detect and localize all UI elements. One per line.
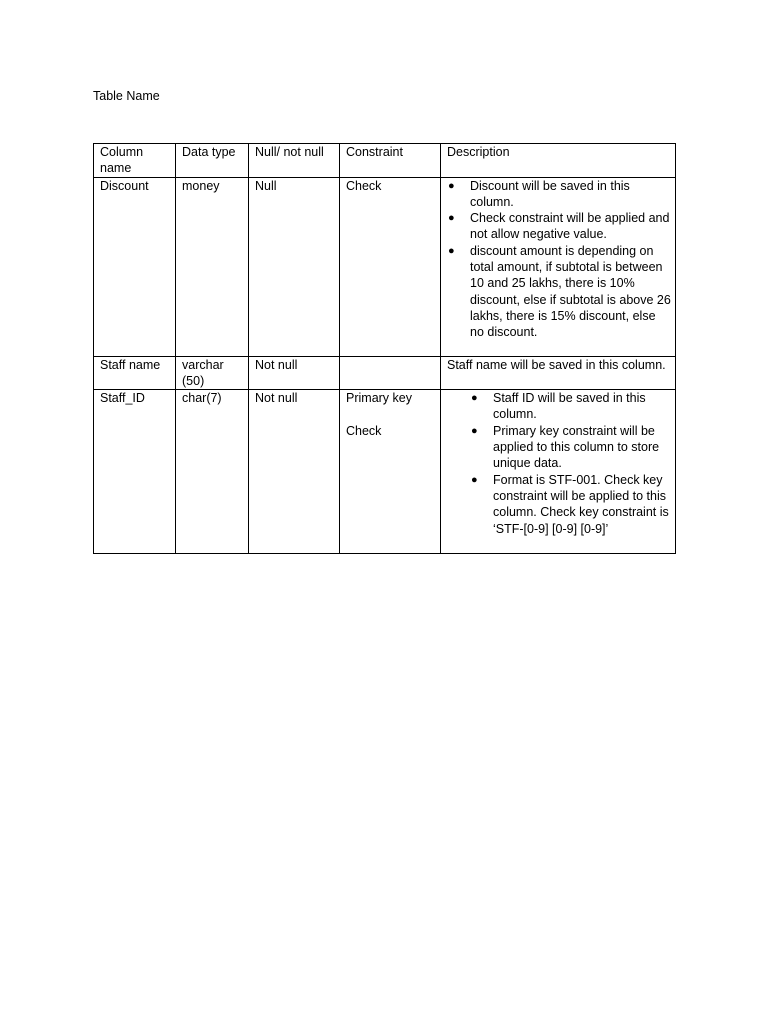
- cell-data-type: money: [176, 177, 249, 356]
- bullet-dot-icon: ●: [471, 424, 478, 437]
- bullet-text: discount amount is depending on total amount, if subtotal is between 10 and 25 lakhs, there is 10% discount, else if subtotal is above 26 lakhs, there is 15% discount, else no discount.: [470, 243, 671, 340]
- description-bullet: [447, 423, 671, 472]
- cell-data-type: char(7): [176, 390, 249, 554]
- header-column-name: Column name: [94, 144, 176, 178]
- cell-constraint: [340, 356, 441, 390]
- bullet-text: Staff ID will be saved in this column.: [493, 391, 646, 422]
- bullet-text: Primary key constraint will be applied to this column to store unique data.: [493, 423, 660, 471]
- cell-description: Staff name will be saved in this column.: [441, 356, 676, 390]
- bullet-text: Format is STF-001. Check key constraint will be applied to this column. Check key constraint is ‘STF-[0-9] [0-9] [0-9]’: [493, 472, 669, 536]
- table-row-staff-id: [94, 390, 676, 554]
- cell-description: [441, 177, 676, 356]
- cell-constraint: [340, 177, 441, 356]
- table-header-row: [94, 144, 676, 178]
- cell-constraint: [340, 390, 441, 554]
- header-description: Description: [441, 144, 676, 178]
- bullet-dot-icon: ●: [448, 179, 455, 192]
- bullet-dot-icon: ●: [448, 212, 455, 225]
- table-name-heading: Table Name: [93, 89, 160, 103]
- header-constraint: Constraint: [340, 144, 441, 178]
- cell-nullability: Not null: [249, 390, 340, 554]
- cell-nullability: Not null: [249, 356, 340, 390]
- bullet-text: Check constraint will be applied and not allow negative value.: [470, 211, 670, 242]
- header-data-type: Data type: [176, 144, 249, 178]
- constraint-label: Primary key: [346, 391, 412, 406]
- description-bullet-list: [447, 390, 671, 537]
- constraint-spacer: [346, 406, 436, 422]
- cell-data-type: varchar (50): [176, 356, 249, 390]
- column-definition-table: [93, 143, 676, 554]
- table-row-staff-name: [94, 356, 676, 390]
- cell-column-name: Discount: [94, 177, 176, 356]
- header-nullability: Null/ not null: [249, 144, 340, 178]
- cell-column-name: Staff_ID: [94, 390, 176, 554]
- description-bullet: [447, 210, 671, 243]
- description-bullet-list: [447, 178, 671, 341]
- description-bullet: [447, 472, 671, 537]
- description-bullet: [447, 390, 671, 423]
- constraint-label: Check: [346, 423, 382, 438]
- cell-nullability: Null: [249, 177, 340, 356]
- bullet-dot-icon: ●: [448, 244, 455, 257]
- cell-description: [441, 390, 676, 554]
- constraint-label: Check: [346, 178, 382, 193]
- bullet-text: Discount will be saved in this column.: [470, 178, 630, 209]
- bullet-dot-icon: ●: [471, 473, 478, 486]
- bullet-dot-icon: ●: [471, 392, 478, 405]
- cell-column-name: Staff name: [94, 356, 176, 390]
- description-bullet: [447, 178, 671, 211]
- description-bullet: [447, 243, 671, 341]
- table-row-discount: [94, 177, 676, 356]
